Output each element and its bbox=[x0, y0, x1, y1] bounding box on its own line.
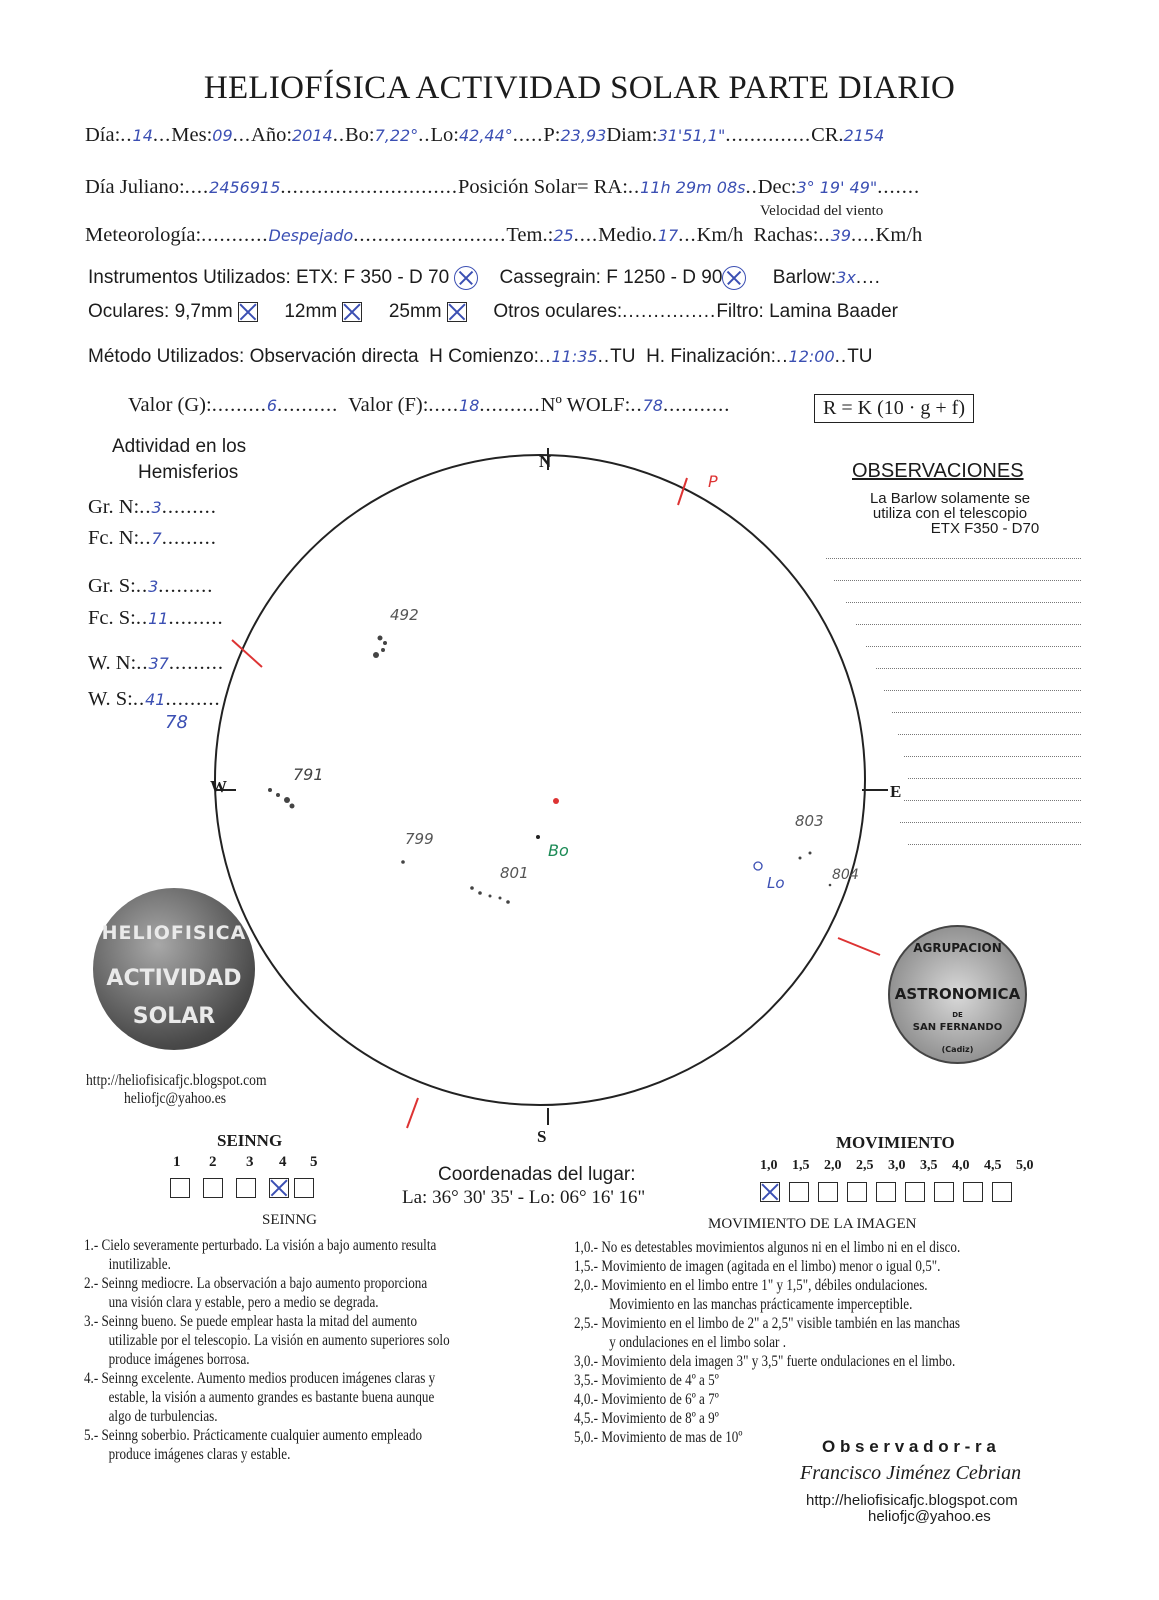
spot-group-803 bbox=[799, 852, 812, 860]
ws-value: 41 bbox=[145, 690, 166, 709]
seeing-checkbox-2[interactable] bbox=[203, 1178, 223, 1198]
kmh-label-2: Km/h bbox=[875, 224, 923, 246]
obs-line bbox=[834, 580, 1081, 581]
mes-label: Mes: bbox=[171, 124, 213, 146]
lo-point bbox=[754, 862, 762, 870]
seeing-desc-line: estable, la visión a aumento grandes es bastante buena aunque bbox=[108, 1389, 435, 1406]
tem-value: 25 bbox=[553, 226, 574, 245]
group-label-804: 804 bbox=[832, 867, 859, 883]
spot-group-801 bbox=[470, 886, 510, 904]
date-row: Día:..14...Mes:09...Año:2014..Bo:7,22°..Lo:42,44°.....P:23,93Diam:31'51,1"..............CR.2154 bbox=[85, 124, 885, 146]
movimiento-subheading: MOVIMIENTO DE LA IMAGEN bbox=[708, 1216, 917, 1232]
obs-line bbox=[866, 646, 1081, 647]
fcs-row: Fc. S:..11......... bbox=[88, 607, 224, 629]
bo-point bbox=[536, 835, 540, 839]
dia-label: Día: bbox=[85, 124, 121, 146]
seeing-number-5: 5 bbox=[310, 1154, 318, 1170]
spot-group-804 bbox=[829, 884, 832, 887]
movimiento-label-30: 3,0 bbox=[888, 1158, 906, 1173]
movimiento-checkbox-35[interactable] bbox=[905, 1182, 925, 1202]
movimiento-desc-line: 4,5.- Movimiento de 8º a 9º bbox=[574, 1410, 719, 1427]
group-label-492: 492 bbox=[390, 606, 419, 624]
lo-label: Lo: bbox=[430, 124, 459, 146]
anio-label: Año: bbox=[251, 124, 293, 146]
h-final-label: H. Finalización: bbox=[646, 346, 776, 367]
metodo-row: Método Utilizados: Observación directa H Comienzo:..11:35..TU H. Finalización:..12:00..TU bbox=[88, 346, 873, 367]
wolf-label: Nº WOLF: bbox=[540, 394, 631, 416]
g-label: Valor (G): bbox=[128, 394, 212, 416]
f-value: 18 bbox=[459, 396, 480, 415]
p-axis-label: P bbox=[708, 472, 718, 491]
movimiento-label-50: 5,0 bbox=[1016, 1158, 1034, 1173]
spot-group-791 bbox=[268, 788, 295, 809]
seeing-checkbox-1[interactable] bbox=[170, 1178, 190, 1198]
movimiento-desc-line: 4,0.- Movimiento de 6º a 7º bbox=[574, 1391, 719, 1408]
values-row: Valor (G):.........6.......... Valor (F):.....18..........Nº WOLF:..78........... bbox=[128, 394, 731, 416]
movimiento-checkbox-50[interactable] bbox=[992, 1182, 1012, 1202]
barlow-value: 3x bbox=[836, 268, 856, 288]
metodo-label: Método Utilizados: Observación directa bbox=[88, 346, 419, 367]
movimiento-checkbox-45[interactable] bbox=[963, 1182, 983, 1202]
meteo-label: Meteorología: bbox=[85, 224, 202, 246]
fcn-row: Fc. N:..7......... bbox=[88, 527, 217, 549]
logo-right-text-1: AGRUPACION bbox=[913, 941, 1002, 955]
kmh-label-1: Km/h bbox=[696, 224, 744, 246]
logo-left-url[interactable]: http://heliofisicafjc.blogspot.com bbox=[86, 1072, 267, 1089]
seeing-subheading: SEINNG bbox=[262, 1212, 317, 1228]
velocidad-label: Velocidad del viento bbox=[760, 203, 884, 219]
spot-group-492 bbox=[373, 636, 387, 659]
p-axis-top bbox=[678, 478, 687, 505]
seeing-desc-line: 2.- Seinng mediocre. La observación a bajo aumento proporciona bbox=[84, 1275, 428, 1292]
seeing-checkbox-4[interactable] bbox=[269, 1178, 289, 1198]
observaciones-note bbox=[850, 491, 1050, 536]
p-value: 23,93 bbox=[560, 126, 607, 145]
bo-label-disk: Bo bbox=[548, 841, 569, 860]
coords-label: Coordenadas del lugar: bbox=[438, 1164, 636, 1185]
obs-line bbox=[904, 756, 1081, 757]
f-label: Valor (F): bbox=[348, 394, 429, 416]
cr-label: CR. bbox=[811, 124, 844, 146]
ws-label: W. S: bbox=[88, 688, 133, 710]
g-value: 6 bbox=[266, 396, 277, 415]
movimiento-checkbox-30[interactable] bbox=[876, 1182, 896, 1202]
observer-signature: Francisco Jiménez Cebrian bbox=[800, 1462, 1022, 1484]
logo-right-cadiz: (Cadiz) bbox=[941, 1045, 974, 1054]
hemispheres-heading-2: Hemisferios bbox=[138, 462, 239, 483]
filtro-label: Filtro: Lamina Baader bbox=[716, 301, 898, 322]
meteo-value: Despejado bbox=[268, 226, 354, 245]
tu-label-2: TU bbox=[847, 346, 873, 367]
movimiento-desc-line: 2,5.- Movimiento en el limbo de 2" a 2,5" visible también en las manchas bbox=[574, 1315, 961, 1332]
h-comienzo-label: H Comienzo: bbox=[429, 346, 539, 367]
medio-label: Medio bbox=[598, 224, 652, 246]
observaciones-line-2: utiliza con el telescopio bbox=[872, 505, 1028, 522]
seeing-heading: SEINNG bbox=[217, 1131, 283, 1150]
movimiento-desc-line: 3,5.- Movimiento de 4º a 5º bbox=[574, 1372, 719, 1389]
seeing-desc-line: 1.- Cielo severamente perturbado. La visión a bajo aumento resulta bbox=[84, 1237, 437, 1254]
bo-label: Bo: bbox=[344, 124, 375, 146]
movimiento-label-10: 1,0 bbox=[760, 1158, 778, 1173]
seeing-boxes bbox=[170, 1178, 317, 1198]
julian-row: Día Juliano:....2456915.............................Posición Solar= RA:..11h 29m 08s..Dec:3° 19' 49"....... bbox=[85, 176, 921, 198]
juliano-value: 2456915 bbox=[209, 178, 281, 197]
logo-right-text-3: SAN FERNANDO bbox=[912, 1022, 1003, 1033]
obs-line bbox=[904, 800, 1081, 801]
obs-line bbox=[898, 734, 1081, 735]
group-label-801: 801 bbox=[500, 864, 529, 882]
tu-label-1: TU bbox=[610, 346, 636, 367]
grn-value: 3 bbox=[151, 498, 162, 517]
movimiento-checkbox-10[interactable] bbox=[760, 1182, 780, 1202]
heliofisica-logo bbox=[93, 888, 255, 1050]
observaciones-line-1: La Barlow solamente se bbox=[869, 490, 1031, 507]
juliano-label: Día Juliano: bbox=[85, 176, 185, 198]
hemispheres-heading-1: Adtividad en los bbox=[112, 436, 247, 457]
grn-row: Gr. N:..3......... bbox=[88, 496, 217, 518]
movimiento-boxes bbox=[760, 1182, 1015, 1202]
movimiento-desc-line: 3,0.- Movimiento dela imagen 3" y 3,5" fuerte ondulaciones en el limbo. bbox=[574, 1353, 956, 1370]
instruments-label: Instrumentos Utilizados: ETX: F 350 - D 70 bbox=[88, 267, 450, 289]
obs-line bbox=[892, 712, 1081, 713]
seeing-desc-line: produce imágenes claras y estable. bbox=[108, 1446, 291, 1463]
movimiento-label-20: 2,0 bbox=[824, 1158, 842, 1173]
ws-row: W. S:..41......... bbox=[88, 688, 221, 710]
wn-row: W. N:..37......... bbox=[88, 652, 224, 674]
seeing-desc-line: produce imágenes borrosa. bbox=[108, 1351, 250, 1368]
observer-label: O b s e r v a d o r - r a bbox=[822, 1437, 996, 1456]
disk-center bbox=[553, 798, 559, 804]
obs-line bbox=[908, 844, 1081, 845]
p-label: P: bbox=[543, 124, 561, 146]
seeing-desc-line: utilizable por el telescopio. La visión en aumento superiores solo bbox=[108, 1332, 450, 1349]
h-comienzo-value: 11:35 bbox=[551, 347, 598, 366]
wn-label: W. N: bbox=[88, 652, 137, 674]
logo-right-text-2: ASTRONOMICA bbox=[894, 985, 1021, 1003]
agrupacion-logo bbox=[888, 925, 1027, 1064]
movimiento-label-25: 2,5 bbox=[856, 1158, 874, 1173]
seeing-checkbox-5[interactable] bbox=[294, 1178, 314, 1198]
observaciones-line-3: ETX F350 - D70 bbox=[930, 520, 1040, 537]
group-label-791: 791 bbox=[293, 765, 324, 784]
cassegrain-label: Cassegrain: F 1250 - D 90 bbox=[499, 267, 723, 289]
dec-label: Dec: bbox=[757, 176, 797, 198]
equator-mark-right bbox=[838, 938, 880, 955]
bo-value: 7,22° bbox=[374, 126, 419, 145]
east-label: E bbox=[890, 782, 902, 801]
obs-line bbox=[876, 668, 1081, 669]
seeing-checkbox-3[interactable] bbox=[236, 1178, 256, 1198]
meteo-row: Meteorología:...........Despejado.........................Tem.:25....Medio.17...Km/h Rachas:..39....Km/h bbox=[85, 224, 923, 246]
observaciones-heading: OBSERVACIONES bbox=[852, 460, 1024, 482]
obs-line bbox=[846, 602, 1081, 603]
south-label: S bbox=[537, 1127, 547, 1146]
anio-value: 2014 bbox=[292, 126, 333, 145]
ra-value: 11h 29m 08s bbox=[640, 178, 746, 197]
movimiento-label-35: 3,5 bbox=[920, 1158, 938, 1173]
cr-value: 2154 bbox=[843, 126, 885, 145]
fcn-value: 7 bbox=[151, 529, 162, 548]
mes-value: 09 bbox=[212, 126, 233, 145]
dia-value: 14 bbox=[132, 126, 153, 145]
otros-label: Otros oculares: bbox=[493, 301, 623, 322]
movimiento-desc-line: y ondulaciones en el limbo solar . bbox=[609, 1334, 786, 1351]
seeing-desc-line: una visión clara y estable, pero a medio se degrada. bbox=[108, 1294, 379, 1311]
seeing-scale bbox=[173, 1154, 318, 1171]
seeing-desc-line: 5.- Seinng soberbio. Prácticamente cualquier aumento empleado bbox=[84, 1427, 423, 1444]
oculares-row: Oculares: 9,7mm 12mm 25mm Otros oculares:...............Filtro: Lamina Baader bbox=[88, 301, 898, 322]
movimiento-desc-line: Movimiento en las manchas prácticamente imperceptible. bbox=[609, 1296, 913, 1313]
obs-line bbox=[884, 690, 1081, 691]
movimiento-desc-line: 5,0.- Movimiento de mas de 10º bbox=[574, 1429, 743, 1446]
movimiento-checkbox-40[interactable] bbox=[934, 1182, 954, 1202]
group-label-799: 799 bbox=[405, 830, 434, 848]
seeing-number-3: 3 bbox=[246, 1154, 254, 1170]
wolf-formula: R = K (10 · g + f) bbox=[814, 394, 974, 423]
seeing-number-1: 1 bbox=[173, 1154, 181, 1170]
observer-url[interactable]: http://heliofisicafjc.blogspot.com bbox=[806, 1492, 1018, 1509]
seeing-number-2: 2 bbox=[209, 1154, 217, 1170]
barlow-label: Barlow: bbox=[772, 267, 837, 289]
logo-left-text-2: ACTIVIDAD bbox=[106, 966, 242, 991]
west-label: W bbox=[210, 777, 227, 796]
obs-line bbox=[826, 558, 1081, 559]
logo-left-text-3: SOLAR bbox=[132, 1004, 216, 1029]
seeing-desc-line: 4.- Seinng excelente. Aumento medios producen imágenes claras y bbox=[84, 1370, 436, 1387]
observer-email[interactable]: heliofjc@yahoo.es bbox=[868, 1508, 991, 1525]
lo-label-disk: Lo bbox=[767, 874, 785, 892]
dec-value: 3° 19' 49" bbox=[796, 178, 878, 197]
ocular-12-label: 12mm bbox=[284, 301, 338, 322]
movimiento-heading: MOVIMIENTO bbox=[836, 1133, 955, 1152]
logo-right-de: DE bbox=[952, 1011, 963, 1019]
spot-group-799 bbox=[401, 860, 405, 864]
logo-left-email[interactable]: heliofjc@yahoo.es bbox=[124, 1090, 227, 1107]
movimiento-desc-line: 1,0.- No es detestables movimientos algunos ni en el limbo ni en el disco. bbox=[574, 1239, 961, 1256]
diam-value: 31'51,1" bbox=[657, 126, 726, 145]
lo-value: 42,44° bbox=[458, 126, 513, 145]
movimiento-checkbox-15[interactable] bbox=[789, 1182, 809, 1202]
movimiento-scale bbox=[760, 1158, 1034, 1174]
wolf-value: 78 bbox=[642, 396, 663, 415]
logo-left-text-1: HELIOFISICA bbox=[101, 922, 247, 944]
seeing-desc-line: 3.- Seinng bueno. Se puede emplear hasta la mitad del aumento bbox=[84, 1313, 418, 1330]
obs-line bbox=[900, 822, 1081, 823]
movimiento-label-45: 4,5 bbox=[984, 1158, 1002, 1173]
movimiento-checkbox-25[interactable] bbox=[847, 1182, 867, 1202]
seeing-desc-line: algo de turbulencias. bbox=[108, 1408, 218, 1425]
seeing-number-4: 4 bbox=[279, 1154, 287, 1170]
movimiento-desc-line: 1,5.- Movimiento de imagen (agitada en el limbo) menor o igual 0,5". bbox=[574, 1258, 941, 1275]
obs-line bbox=[856, 624, 1081, 625]
north-label: N bbox=[539, 452, 552, 471]
p-axis-bottom bbox=[407, 1098, 418, 1128]
posicion-label: Posición Solar= RA: bbox=[458, 176, 628, 198]
group-label-803: 803 bbox=[795, 812, 824, 830]
coords-value: La: 36° 30' 35' - Lo: 06° 16' 16" bbox=[402, 1187, 646, 1208]
rachas-value: 39 bbox=[830, 226, 852, 245]
wolf-total-value: 78 bbox=[165, 712, 188, 733]
movimiento-descriptions bbox=[574, 1238, 960, 1447]
fcs-value: 11 bbox=[148, 609, 169, 628]
h-final-value: 12:00 bbox=[788, 347, 835, 366]
movimiento-checkbox-20[interactable] bbox=[818, 1182, 838, 1202]
seeing-descriptions bbox=[84, 1236, 450, 1464]
grn-label: Gr. N: bbox=[88, 496, 140, 518]
wn-value: 37 bbox=[148, 654, 169, 673]
grs-value: 3 bbox=[148, 577, 159, 596]
medio-value: 17 bbox=[657, 226, 679, 245]
fcs-label: Fc. S: bbox=[88, 607, 136, 629]
seeing-desc-line: inutilizable. bbox=[108, 1256, 171, 1273]
movimiento-label-15: 1,5 bbox=[792, 1158, 810, 1173]
grs-row: Gr. S:..3......... bbox=[88, 575, 214, 597]
fcn-label: Fc. N: bbox=[88, 527, 140, 549]
page-title: HELIOFÍSICA ACTIVIDAD SOLAR PARTE DIARIO bbox=[203, 70, 956, 106]
instruments-row: Instrumentos Utilizados: ETX: F 350 - D 70 Cassegrain: F 1250 - D 90 Barlow:3x.... bbox=[88, 267, 881, 289]
diam-label: Diam: bbox=[606, 124, 658, 146]
movimiento-label-40: 4,0 bbox=[952, 1158, 970, 1173]
obs-line bbox=[908, 778, 1081, 779]
movimiento-desc-line: 2,0.- Movimiento en el limbo entre 1" y 1,5", débiles ondulaciones. bbox=[574, 1277, 928, 1294]
grs-label: Gr. S: bbox=[88, 575, 136, 597]
oculares-label: Oculares: 9,7mm bbox=[88, 301, 233, 322]
rachas-label: Rachas: bbox=[753, 224, 819, 246]
ocular-25-label: 25mm bbox=[388, 301, 442, 322]
tem-label: Tem.: bbox=[506, 224, 554, 246]
